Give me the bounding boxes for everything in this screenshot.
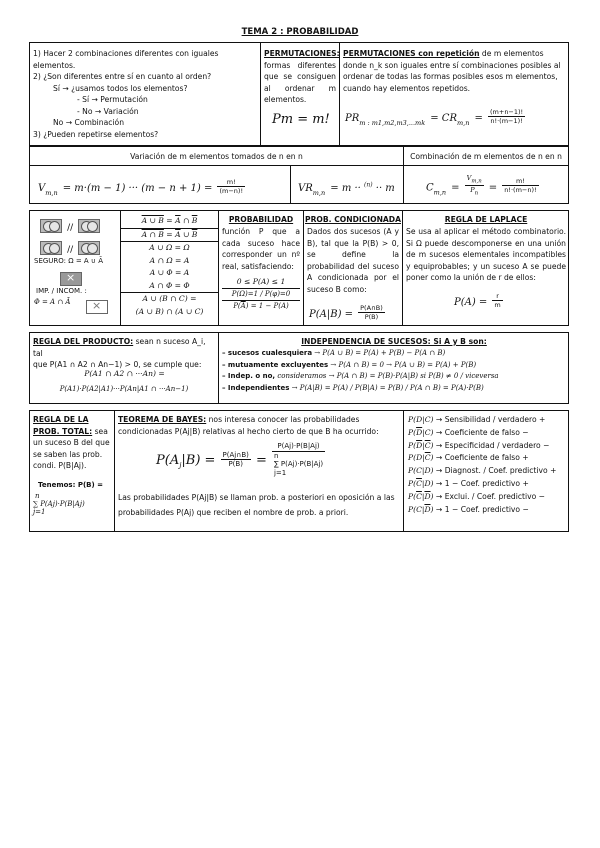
law-dist-1: A ∪ (B ∩ C) = xyxy=(142,294,197,303)
product-formula-2: P(A1)·P(A2|A1)···P(An|A1 ∩ ···An−1) xyxy=(59,385,189,393)
empty-set-label: Φ = A ∩ Ā xyxy=(34,298,71,306)
total-tenemos: Tenemos: P(B) = xyxy=(38,481,103,489)
bayes-text-block xyxy=(118,414,400,437)
bayes-footnote xyxy=(118,490,402,520)
laplace-title: REGLA DE LAPLACE xyxy=(444,215,528,224)
total-prob-block xyxy=(33,414,112,472)
bayes-formula: $P(A_j|B)$ = $\frac{P(Aj\cap B)}{P(B)}$ = P(Aj)·P(B|Aj) n ∑ P(Aj)·P(B|Aj) j=1 xyxy=(156,442,324,477)
venn-intersection-icon xyxy=(78,219,100,233)
product-rule xyxy=(33,336,216,371)
bayes-foot-2: probabilidades P(Aj) que reciben el nombre de prob. a priori. xyxy=(118,508,349,517)
law-4: A ∩ Ω = A xyxy=(149,255,190,265)
axiom-1: 0 ≤ P(A) ≤ 1 xyxy=(222,276,300,289)
diag-row: P(D|C) → Sensibilidad / verdadero + xyxy=(408,415,546,424)
diag-row: $P(\overline{D}|\overline{C})$ → Especificidad / verdadero − xyxy=(408,440,550,450)
variation-header: Variación de m elementos tomados de n en n xyxy=(130,152,303,161)
variation-expr: = m·(m − 1) ··· (m − n + 1) = xyxy=(62,183,213,194)
conditional-frac: $\frac{P(A\cap B)}{P(B)}$ xyxy=(360,304,383,321)
laplace-formula: P(A) = $\frac{r}{m}$ xyxy=(454,292,501,309)
permutations-title: PERMUTACIONES: xyxy=(264,49,340,58)
product-title: REGLA DEL PRODUCTO: xyxy=(33,337,134,346)
diag-row: $P(D|\overline{C})$ → Coeficiente de falso + xyxy=(408,453,529,463)
permutations-formula: Pm = m! xyxy=(272,112,330,127)
permutations-text: formas diferentes que se consiguen al ordenar m elementos. xyxy=(264,60,336,104)
diag-row: $P(\overline{C}|\overline{D})$ → Exclui. / Coef. predictivo − xyxy=(408,491,545,501)
probability-text: función P que a cada suceso hace corresponder un nº real, satisfaciendo: xyxy=(222,227,300,271)
independence-title: INDEPENDENCIA DE SUCESOS: Si A y B son: xyxy=(301,337,487,346)
pr-mid: = CR xyxy=(430,113,457,124)
total-title: REGLA DE LA PROB. TOTAL: xyxy=(33,415,93,436)
indep-line-4: – Independientes → P(A|B) = P(A) / P(B|A) = P(B) / P(A ∩ B) = P(A)·P(B) xyxy=(222,383,484,392)
law-dist-2: (A ∪ B) ∩ (A ∪ C) xyxy=(135,306,204,316)
pr-lhs-sub: m : m1,m2,m3,...mk xyxy=(359,119,426,128)
combination-header: Combinación de m elementos de n en n xyxy=(410,152,562,161)
page-title: TEMA 2 : PROBABILIDAD xyxy=(241,27,359,37)
perm-rep-formula xyxy=(345,106,525,127)
var-rep-formula: $VR_{m,n} = m \cdot\cdot ^{(n)} \cdot\cdot m$ xyxy=(298,181,395,198)
perm-rep-text2: n_k son iguales entre sí combinaciones posibles al ordenar de todas las formas posibles esos m elementos, cuando hay elementos repetidos. xyxy=(343,60,561,93)
product-text2: que P(A1 ∩ A2 ∩ An−1) > 0, se cumple que: xyxy=(33,360,202,369)
diag-row: $P(\overline{C}|D) \to 1$ − Coef. predictivo + xyxy=(408,478,529,488)
seguro-label: SEGURO: Ω = A ∪ Ā xyxy=(34,257,104,265)
step-2d: No → Combinación xyxy=(53,118,125,127)
venn-difference-icon xyxy=(78,241,100,255)
probability-axioms xyxy=(222,276,300,313)
steps-list xyxy=(33,48,258,140)
perm-rep-text1: de m elementos donde xyxy=(343,49,544,70)
law-5: A ∪ Φ = A xyxy=(149,268,190,277)
axiom-3: $P(\overline{A}) = 1 - P(A)$ xyxy=(233,302,289,310)
pr-eq: = xyxy=(474,113,483,124)
indep-line-3: – Indep. o no, consideramos → P(A ∩ B) = P(B)·P(A|B) si P(B) ≠ 0 / viceversa xyxy=(222,372,499,380)
step-1: 1) Hacer 2 combinaciones diferentes con iguales elementos. xyxy=(33,49,219,70)
axiom-2: P(Ω)=1 / P(φ)=0 xyxy=(222,289,300,302)
set-laws xyxy=(121,215,218,318)
law-1: A ∪ $B = \overline{A}$ ∩ $\overline{B}$ xyxy=(121,215,218,229)
step-2a: Sí → ¿usamos todos los elementos? xyxy=(53,83,188,93)
venn-empty-icon xyxy=(60,272,82,286)
conditional-formula: P(A|B) = $\frac{P(A\cap B)}{P(B)}$ xyxy=(309,304,383,321)
perm-rep-block xyxy=(343,48,565,94)
diag-row: $P(\overline{D}|C)$ → Coeficiente de falso − xyxy=(408,427,529,437)
step-2: 2) ¿Son diferentes entre sí en cuanto al orden? xyxy=(33,72,212,81)
law-2: A ∩ $B = \overline{A}$ ∪ $\overline{B}$ xyxy=(121,229,218,243)
venn-union-icon xyxy=(40,219,62,233)
total-text: sea un suceso B del que se saben las prob. condi. P(B|Aj). xyxy=(33,426,110,470)
indep-line-1: – sucesos cualesquiera → P(A ∪ B) = P(A) + P(B) − P(A ∩ B) xyxy=(222,349,446,357)
step-2c: - No → Variación xyxy=(77,106,139,116)
bayes-frac1: $\frac{P(Aj\cap B)}{P(B)}$ xyxy=(222,451,249,468)
law-3: A ∪ Ω = Ω xyxy=(149,243,190,252)
laplace-text: Se usa al aplicar el método combinatorio. Si Ω puede descomponerse en una unión de m sucesos elementales incompatibles y equiprobables; y un suceso A se puede poner como la unión de r de ellos: xyxy=(406,227,566,282)
step-3: 3) ¿Pueden repetirse elementos? xyxy=(33,129,159,139)
permutations-block xyxy=(264,48,340,106)
combination-formula: $C_{m,n}$ = $\frac{V_{m,n}}{P_n}$ = $\frac{m!}{n!\cdot(m-n)!}$ xyxy=(426,174,537,197)
comb-frac1: $\frac{V_{m,n}}{P_n}$ xyxy=(466,174,482,197)
bayes-foot-1: Las probabilidades P(Aj|B) se llaman prob. a posteriori en oposición a las xyxy=(118,493,395,502)
variation-frac: $\frac{m!}{(m-n)!}$ xyxy=(219,178,244,195)
comb-frac2: $\frac{m!}{n!\cdot(m-n)!}$ xyxy=(504,177,537,195)
venn-complement-icon xyxy=(40,241,62,255)
diagnostic-list xyxy=(408,414,568,516)
variation-formula: $V_{m,n} = m\cdot(m - 1)$ ··· (m − n + 1) = $\frac{m!}{(m-n)!}$ xyxy=(38,178,244,198)
probability-title: PROBABILIDAD xyxy=(228,215,294,224)
diag-row: $P(C|\overline{D}) \to 1$ − Coef. predictivo − xyxy=(408,504,529,514)
venn-diagrams: // // xyxy=(40,215,118,256)
pr-frac: $\frac{(m+n-1)!}{n!\cdot(m-1)!}$ xyxy=(490,108,524,125)
conditional-title: PROB. CONDICIONADA xyxy=(305,215,401,224)
indep-line-2: – mutuamente excluyentes → P(A ∩ B) = 0 → P(A ∪ B) = P(A) + P(B) xyxy=(222,360,477,369)
conditional-text: Dados dos sucesos (A y B), tal que la P(B) > 0, se define la probabilidad del suceso A condicionada por el suceso B como: xyxy=(307,227,399,294)
step-2b: - Sí → Permutación xyxy=(77,95,148,104)
diag-row: P(C|D) → Diagnost. / Coef. predictivo + xyxy=(408,466,557,476)
total-sum: n ∑ P(Aj)·P(B|Aj) j=1 xyxy=(33,492,85,516)
pr-lhs: PR xyxy=(345,113,360,124)
venn-disjoint-icon xyxy=(86,300,108,314)
perm-rep-title: PERMUTACIONES con repetición xyxy=(343,49,480,58)
law-6: A ∩ Φ = Φ xyxy=(121,280,218,294)
bayes-frac2: P(Aj)·P(B|Aj) n ∑ P(Aj)·P(B|Aj) j=1 xyxy=(273,442,324,477)
product-text1: sean n suceso A_i, tal xyxy=(33,337,206,358)
bayes-title: TEOREMA DE BAYES: xyxy=(118,415,207,424)
laplace-frac: $\frac{r}{m}$ xyxy=(494,292,501,309)
pr-mid-sub: m,n xyxy=(457,119,470,128)
product-formula-1: P(A1 ∩ A2 ∩ ···An) = xyxy=(84,369,165,378)
independence-list xyxy=(222,348,568,394)
bayes-text: nos interesa conocer las probabilidades condicionadas P(Aj|B) relativas al hecho cierto de que B ha ocurrido: xyxy=(118,415,379,436)
imp-label: IMP. / INCOM. : xyxy=(36,287,87,295)
